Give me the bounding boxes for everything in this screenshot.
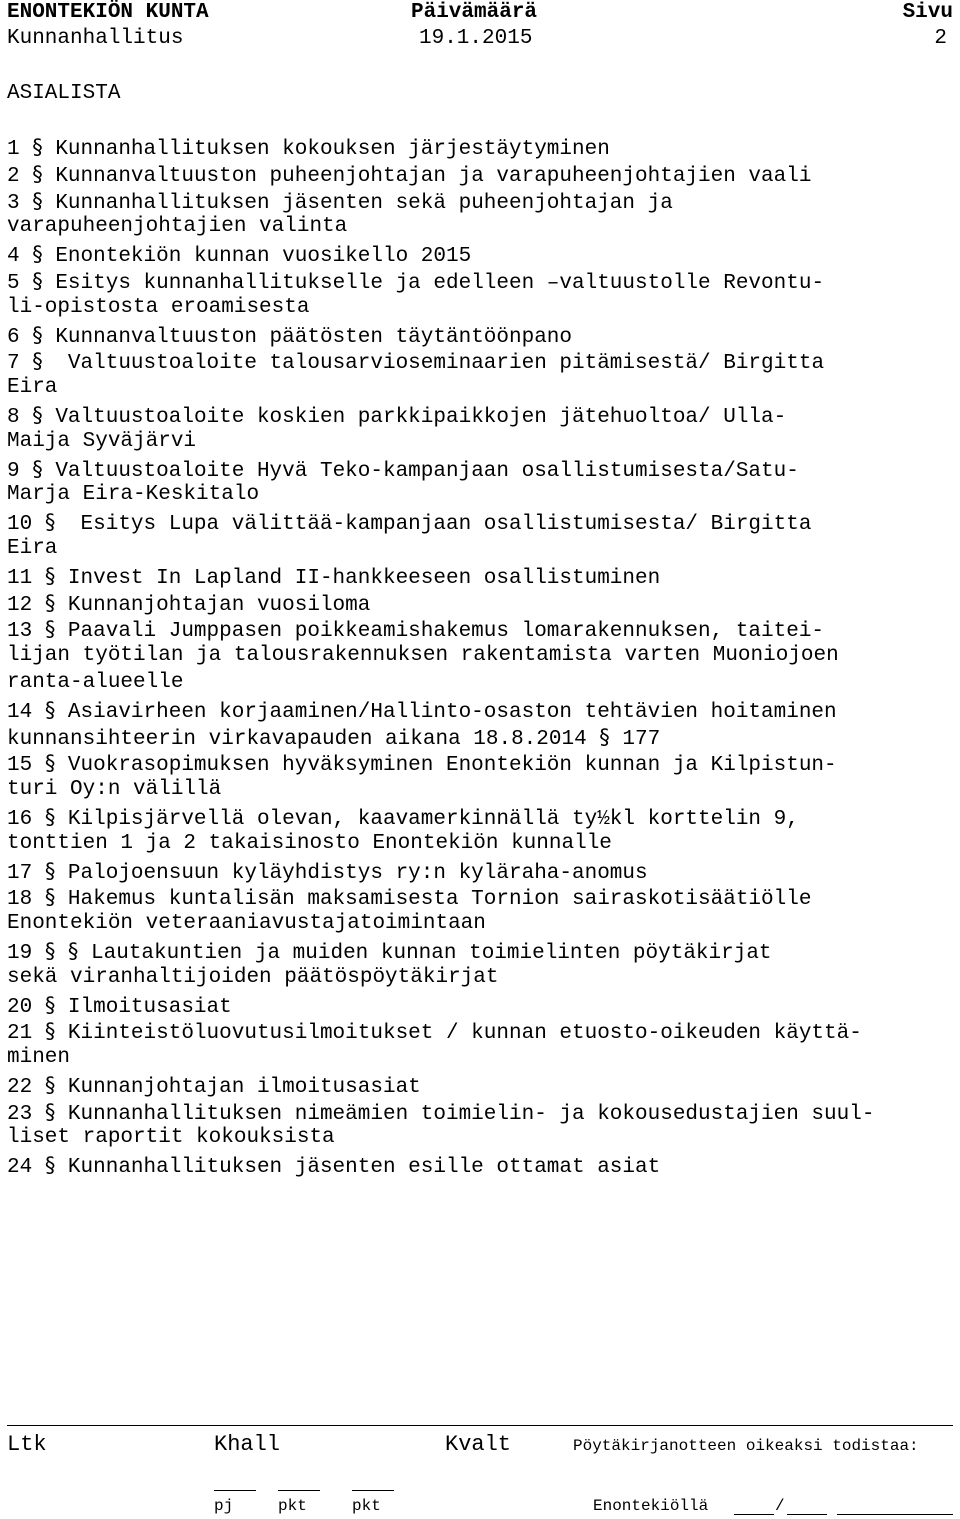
section-sign: § xyxy=(32,242,43,267)
agenda-line: 7 § Valtuustoaloite talousarvioseminaarien pitämisestä/ Birgitta xyxy=(7,349,825,376)
section-sign: § xyxy=(32,268,43,293)
section-sign: § xyxy=(44,1099,56,1124)
section-sign: § xyxy=(44,1072,56,1097)
section-sign: § xyxy=(32,322,43,347)
agenda-line: minen xyxy=(7,1046,71,1070)
agenda-line: li-opistosta eroamisesta xyxy=(7,295,310,319)
agenda-line: lijan työtilan ja talousrakennuksen rakentamista varten Muoniojoen xyxy=(7,644,839,668)
section-sign: § xyxy=(44,563,56,588)
section-sign: § xyxy=(67,938,79,963)
agenda-line: 6 § Kunnanvaltuuston päätösten täytäntöönpano xyxy=(7,322,573,349)
section-sign: § xyxy=(44,510,56,535)
body-name: Kunnanhallitus xyxy=(7,27,184,50)
agenda-line: tonttien 1 ja 2 takaisinosto Enontekiön kunnalle xyxy=(7,831,612,855)
agenda-line: 19 § § Lautakuntien ja muiden kunnan toimielinten pöytäkirjat xyxy=(7,938,772,965)
page-number: 2 xyxy=(934,27,947,50)
section-sign: § xyxy=(44,992,56,1017)
agenda-line: 14 § Asiavirheen korjaaminen/Hallinto-osaston tehtävien hoitaminen xyxy=(7,697,837,724)
footer-divider xyxy=(7,1425,953,1426)
agenda-line: 2 § Kunnanvaltuuston puheenjohtajan ja varapuheenjohtajien vaali xyxy=(7,161,812,188)
agenda-line: Enontekiön veteraaniavustajatoimintaan xyxy=(7,912,486,936)
signature-blank xyxy=(837,1514,953,1515)
agenda-line: turi Oy:n välillä xyxy=(7,778,222,802)
section-sign: § xyxy=(44,1019,56,1044)
agenda-line: Eira xyxy=(7,376,58,400)
agenda-line: 12 § Kunnanjohtajan vuosiloma xyxy=(7,590,371,617)
meeting-date: 19.1.2015 xyxy=(419,27,533,50)
organization-name: ENONTEKIÖN KUNTA xyxy=(7,1,209,24)
section-sign: § xyxy=(32,135,43,159)
agenda-line: sekä viranhaltijoiden päätöspöytäkirjat xyxy=(7,965,499,989)
agenda-line: kunnansihteerin virkavapauden aikana 18.8.2014 § 177 xyxy=(7,724,661,751)
section-sign: § xyxy=(32,349,43,374)
section-sign: § xyxy=(44,938,56,963)
pkt1-signature-line xyxy=(278,1490,320,1491)
section-sign: § xyxy=(44,858,56,883)
agenda-line: Eira xyxy=(7,536,58,560)
pkt2-signature-line xyxy=(352,1490,394,1491)
footer-ltk-label: Ltk xyxy=(7,1432,47,1457)
agenda-line: Maija Syväjärvi xyxy=(7,429,197,453)
agenda-line: liset raportit kokouksista xyxy=(7,1126,335,1150)
agenda-line: 11 § Invest In Lapland II-hankkeeseen osallistuminen xyxy=(7,563,661,590)
footer-certify-text: Pöytäkirjanotteen oikeaksi todistaa: xyxy=(573,1437,919,1455)
page-title: ASIALISTA xyxy=(7,82,121,105)
agenda-line: 15 § Vuokrasopimuksen hyväksyminen Enontekiön kunnan ja Kilpistun- xyxy=(7,751,837,778)
document-footer xyxy=(0,1430,960,1519)
agenda-line: 3 § Kunnanhallituksen jäsenten sekä puheenjohtajan ja xyxy=(7,188,673,215)
section-sign: § xyxy=(44,697,56,722)
section-sign: § xyxy=(44,590,56,615)
pj-signature-line xyxy=(214,1490,256,1491)
agenda-line: 10 § Esitys Lupa välittää-kampanjaan osallistumisesta/ Birgitta xyxy=(7,510,812,537)
month-blank xyxy=(787,1514,827,1515)
agenda-line: 5 § Esitys kunnanhallitukselle ja edelleen –valtuustolle Revontu- xyxy=(7,268,825,295)
section-sign: § xyxy=(32,402,43,427)
agenda-line: 16 § Kilpisjärvellä olevan, kaavamerkinnällä ty½kl korttelin 9, xyxy=(7,804,799,831)
agenda-line: ranta-alueelle xyxy=(7,670,184,694)
footer-place-label: Enontekiöllä xyxy=(593,1497,709,1515)
footer-khall-label: Khall xyxy=(214,1432,281,1457)
section-sign: § xyxy=(44,885,56,910)
agenda-line: 22 § Kunnanjohtajan ilmoitusasiat xyxy=(7,1072,421,1099)
agenda-line: Marja Eira-Keskitalo xyxy=(7,483,260,507)
footer-date-slash: / xyxy=(775,1497,785,1515)
section-sign: § xyxy=(44,617,56,642)
agenda-line: 23 § Kunnanhallituksen nimeämien toimielin- ja kokousedustajien suul- xyxy=(7,1099,875,1126)
section-sign: § xyxy=(32,188,43,213)
section-sign: § xyxy=(599,724,610,749)
agenda-line: 9 § Valtuustoaloite Hyvä Teko-kampanjaan osallistumisesta/Satu- xyxy=(7,456,799,483)
day-blank xyxy=(734,1514,774,1515)
section-sign: § xyxy=(44,1153,56,1178)
agenda-list xyxy=(7,134,957,1179)
date-label: Päivämäärä xyxy=(411,1,538,24)
footer-pkt-label-1: pkt xyxy=(278,1497,307,1515)
section-sign: § xyxy=(32,161,43,186)
agenda-line: 17 § Palojoensuun kyläyhdistys ry:n kyläraha-anomus xyxy=(7,858,648,885)
agenda-line: 18 § Hakemus kuntalisän maksamisesta Tornion sairaskotisäätiölle xyxy=(7,885,812,912)
agenda-line: 4 § Enontekiön kunnan vuosikello 2015 xyxy=(7,242,472,269)
agenda-line: 21 § Kiinteistöluovutusilmoitukset / kunnan etuosto-oikeuden käyttä- xyxy=(7,1019,862,1046)
section-sign: § xyxy=(32,456,43,481)
agenda-line: 24 § Kunnanhallituksen jäsenten esille ottamat asiat xyxy=(7,1153,661,1180)
footer-pkt-label-2: pkt xyxy=(352,1497,381,1515)
section-sign: § xyxy=(44,804,56,829)
agenda-line: 8 § Valtuustoaloite koskien parkkipaikkojen jätehuoltoa/ Ulla- xyxy=(7,402,787,429)
footer-kvalt-label: Kvalt xyxy=(445,1432,512,1457)
agenda-line: 20 § Ilmoitusasiat xyxy=(7,992,232,1019)
section-sign: § xyxy=(44,751,56,776)
agenda-line: 1 § Kunnanhallituksen kokouksen järjestäytyminen xyxy=(7,135,610,161)
page-label: Sivu xyxy=(902,1,953,24)
footer-pj-label: pj xyxy=(214,1497,234,1515)
agenda-line: 13 § Paavali Jumppasen poikkeamishakemus lomarakennuksen, taitei- xyxy=(7,617,825,644)
agenda-line: varapuheenjohtajien valinta xyxy=(7,215,348,239)
